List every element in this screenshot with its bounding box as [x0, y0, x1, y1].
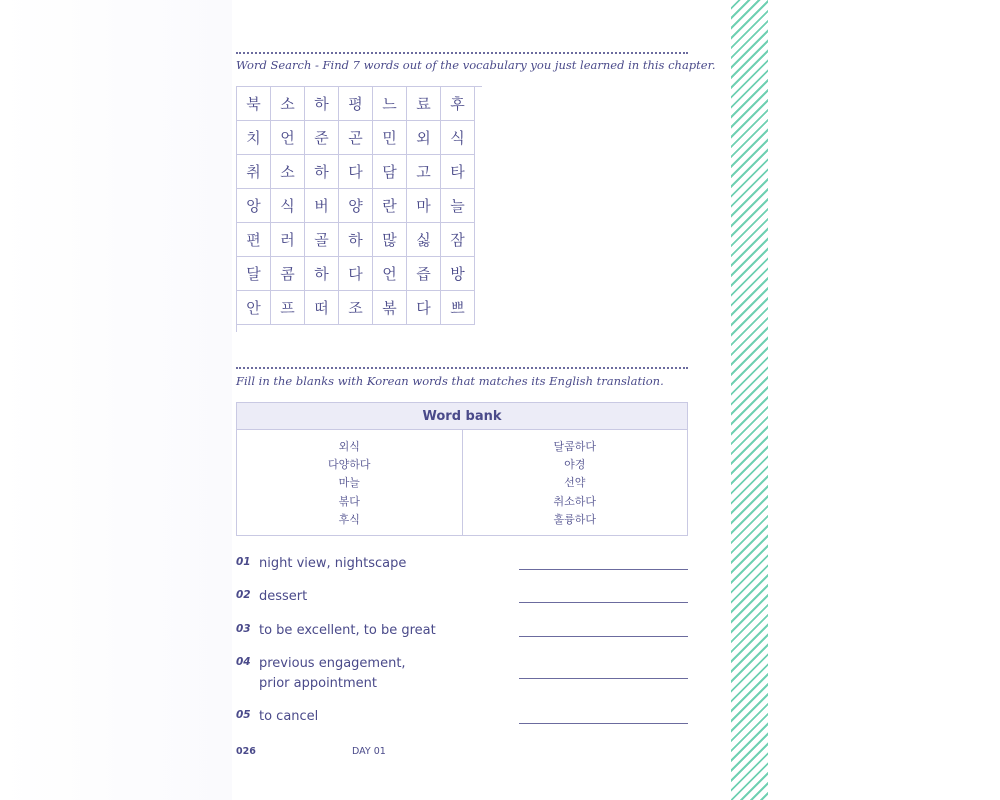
section-divider: [236, 367, 688, 369]
question-text: to cancel: [259, 709, 319, 724]
grid-cell[interactable]: 콤: [271, 257, 305, 291]
grid-cell[interactable]: 버: [305, 189, 339, 223]
question-text: previous engagement,: [259, 656, 406, 671]
word-bank: [236, 402, 688, 536]
grid-cell[interactable]: 언: [271, 121, 305, 155]
grid-cell[interactable]: 다: [339, 155, 373, 189]
word-bank-entry: 취소하다: [553, 494, 596, 508]
question-number: 02: [236, 589, 251, 601]
grid-cell[interactable]: 즙: [407, 257, 441, 291]
grid-cell[interactable]: 식: [271, 189, 305, 223]
word-bank-entry: 볶다: [338, 494, 360, 508]
grid-cell[interactable]: 떠: [305, 291, 339, 325]
decorative-stripe-band: [731, 0, 768, 800]
answer-blank[interactable]: [519, 678, 688, 679]
grid-cell[interactable]: 다: [407, 291, 441, 325]
grid-cell[interactable]: 하: [339, 223, 373, 257]
word-bank-entry: 선약: [564, 476, 586, 490]
grid-cell[interactable]: 하: [305, 87, 339, 121]
word-bank-right-column: [463, 430, 688, 535]
question-number: 01: [236, 556, 251, 568]
page-gutter: [0, 0, 232, 800]
grid-cell[interactable]: 식: [441, 121, 475, 155]
grid-cell[interactable]: 러: [271, 223, 305, 257]
grid-cell[interactable]: 곤: [339, 121, 373, 155]
grid-cell[interactable]: 편: [237, 223, 271, 257]
answer-blank[interactable]: [519, 636, 688, 637]
question-item: [236, 554, 688, 574]
grid-cell[interactable]: 조: [339, 291, 373, 325]
grid-cell[interactable]: 하: [305, 257, 339, 291]
word-bank-entry: 훌륭하다: [553, 512, 596, 526]
page-number: 026: [236, 746, 256, 757]
grid-cell[interactable]: 쁘: [441, 291, 475, 325]
answer-blank[interactable]: [519, 602, 688, 603]
word-bank-entry: 야경: [564, 458, 586, 472]
grid-cell[interactable]: 고: [407, 155, 441, 189]
grid-cell[interactable]: 평: [339, 87, 373, 121]
question-text: to be excellent, to be great: [259, 623, 436, 638]
grid-cell[interactable]: 많: [373, 223, 407, 257]
grid-cell[interactable]: 료: [407, 87, 441, 121]
grid-cell[interactable]: 담: [373, 155, 407, 189]
answer-blank[interactable]: [519, 569, 688, 570]
answer-blank[interactable]: [519, 723, 688, 724]
grid-cell[interactable]: 느: [373, 87, 407, 121]
grid-cell[interactable]: 하: [305, 155, 339, 189]
page-margin: [768, 0, 1000, 800]
word-bank-entry: 다양하다: [327, 458, 371, 472]
grid-cell[interactable]: 마: [407, 189, 441, 223]
grid-cell[interactable]: 볶: [373, 291, 407, 325]
word-bank-left-column: [237, 430, 463, 535]
question-number: 04: [236, 656, 251, 668]
question-item: [236, 587, 688, 607]
grid-cell[interactable]: 타: [441, 155, 475, 189]
grid-cell[interactable]: 달: [237, 257, 271, 291]
grid-cell[interactable]: 양: [339, 189, 373, 223]
grid-cell[interactable]: 소: [271, 87, 305, 121]
grid-cell[interactable]: 북: [237, 87, 271, 121]
question-text: night view, nightscape: [259, 556, 407, 571]
question-item: [236, 621, 688, 641]
grid-cell[interactable]: 소: [271, 155, 305, 189]
grid-cell[interactable]: 잠: [441, 223, 475, 257]
grid-cell[interactable]: 다: [339, 257, 373, 291]
section-divider: [236, 52, 688, 54]
grid-cell[interactable]: 외: [407, 121, 441, 155]
grid-cell[interactable]: 늘: [441, 189, 475, 223]
grid-cell[interactable]: 프: [271, 291, 305, 325]
word-bank-entry: 외식: [338, 440, 360, 453]
grid-cell[interactable]: 안: [237, 291, 271, 325]
grid-cell[interactable]: 치: [237, 121, 271, 155]
grid-cell[interactable]: 골: [305, 223, 339, 257]
word-bank-entry: 달콤하다: [553, 440, 596, 453]
grid-cell[interactable]: 취: [237, 155, 271, 189]
grid-cell[interactable]: 란: [373, 189, 407, 223]
grid-cell[interactable]: 싫: [407, 223, 441, 257]
question-text-continued: prior appointment: [259, 676, 378, 691]
grid-cell[interactable]: 방: [441, 257, 475, 291]
grid-cell[interactable]: 민: [373, 121, 407, 155]
question-number: 03: [236, 623, 251, 635]
word-search-grid: [236, 86, 482, 332]
question-text: dessert: [259, 589, 308, 604]
word-bank-entry: 마늘: [338, 476, 360, 490]
question-item: [236, 654, 688, 694]
question-item: [236, 707, 688, 727]
chapter-label: DAY 01: [352, 746, 386, 757]
grid-cell[interactable]: 언: [373, 257, 407, 291]
grid-cell[interactable]: 준: [305, 121, 339, 155]
word-bank-entry: 후식: [338, 512, 360, 526]
question-number: 05: [236, 709, 251, 721]
word-bank-title: Word bank: [237, 403, 687, 430]
word-search-instruction: Word Search - Find 7 words out of the vocabulary you just learned in this chapter.: [236, 58, 716, 72]
fill-blanks-instruction: Fill in the blanks with Korean words that matches its English translation.: [236, 374, 664, 388]
grid-cell[interactable]: 앙: [237, 189, 271, 223]
grid-cell[interactable]: 후: [441, 87, 475, 121]
